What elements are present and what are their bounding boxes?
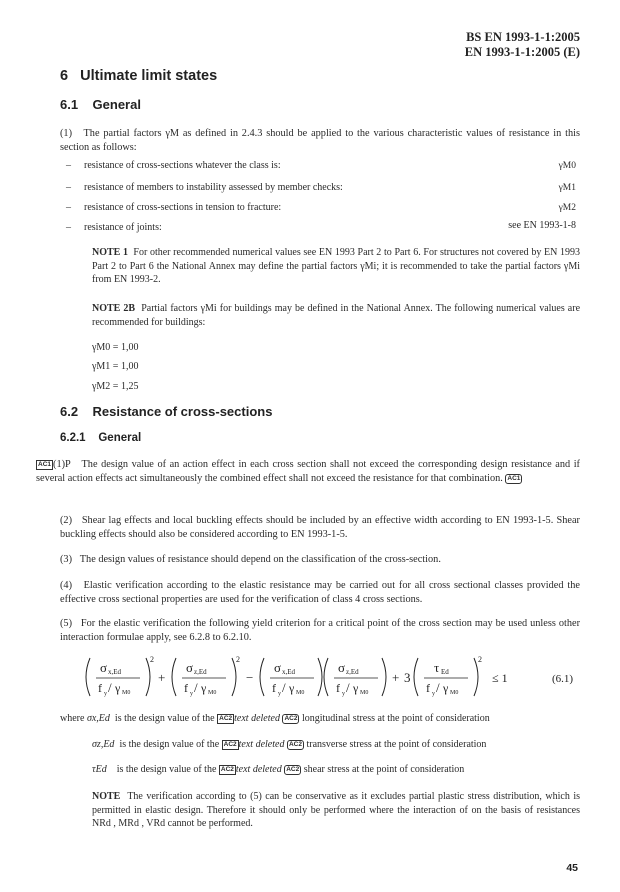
clause-text: The design values of resistance should depend on the classification of the cross-section. (79, 554, 441, 565)
equation-rhs: ≤ 1 (492, 671, 508, 685)
note-verification (92, 790, 580, 831)
list-item: resistance of cross-sections in tension to fracture: (84, 202, 282, 213)
clause-text: The partial factors γM as defined in 2.4.3 should be applied to the various characteristic values of resistance in this section as follows: (60, 128, 580, 153)
svg-text:γ: γ (115, 681, 121, 695)
list-factor: γM1 (558, 183, 576, 193)
note-1 (92, 246, 580, 287)
svg-text:/: / (194, 680, 198, 695)
svg-text:f: f (98, 681, 102, 695)
svg-text:z,Ed: z,Ed (346, 668, 359, 676)
where-lead: where (60, 713, 85, 724)
amendment-close-marker: AC2 (288, 741, 302, 748)
amendment-open-marker: AC2 (223, 741, 237, 748)
note-2b (92, 302, 580, 329)
paragraph-2 (60, 514, 580, 542)
where-symbol: τEd (92, 764, 107, 775)
where-post: longitudinal stress at the point of consideration (301, 713, 490, 724)
equation-6-1 (60, 652, 580, 702)
svg-text:σ: σ (186, 660, 194, 675)
list-item: resistance of cross-sections whatever the class is: (84, 160, 281, 171)
list-dash: – (66, 160, 71, 171)
section-title: General (92, 97, 141, 112)
clause-text: Elastic verification according to the elastic resistance may be carried out for all cross sectional classes provided the effective cross sectional properties are used for the verification of class 4 cross sections. (60, 580, 580, 605)
section-title: General (98, 432, 142, 444)
list-factor: γM2 (558, 203, 576, 213)
clause-text: The design value of an action effect in each cross section shall not exceed the corresponding design resistance and if several action effects act simultaneously the combined effect shall not exceed the resistance for that combination. (36, 459, 580, 484)
svg-text:f: f (336, 681, 340, 695)
paragraph-1 (60, 127, 580, 155)
svg-text:f: f (426, 681, 430, 695)
svg-text:σ: σ (100, 660, 108, 675)
svg-text:σ: σ (338, 660, 346, 675)
where-symbol: σx,Ed (86, 713, 110, 724)
svg-text:f: f (272, 681, 276, 695)
svg-text:−: − (246, 670, 254, 685)
list-item: resistance of joints: (84, 222, 162, 233)
note-text: The verification according to (5) can be conservative as it excludes partial plastic stress distribution, which is permitted in elastic design. Therefore it should only be performed where the interaction of on the basis of resistances NRd , MRd , VRd cannot be performed. (92, 791, 580, 829)
svg-text:2: 2 (150, 655, 154, 664)
standard-bs: BS EN 1993-1-1:2005 (466, 30, 580, 44)
svg-text:2: 2 (478, 655, 482, 664)
deleted-text: text deleted (238, 739, 285, 750)
svg-text:/: / (282, 680, 286, 695)
where-row (92, 738, 580, 752)
svg-text:γ: γ (443, 681, 449, 695)
amendment-open-marker: AC2 (220, 766, 234, 773)
svg-text:M0: M0 (450, 690, 459, 696)
paragraph-3 (60, 553, 580, 567)
value-gm1: γM1 = 1,00 (92, 361, 139, 372)
where-row (60, 712, 580, 726)
amendment-open-marker: AC1 (38, 461, 52, 468)
amendment-close-marker: AC1 (507, 475, 521, 482)
deleted-text: text deleted (235, 764, 282, 775)
clause-label: (1) (60, 128, 73, 139)
where-pre: is the design value of the (119, 739, 220, 750)
section-6-heading (60, 68, 217, 84)
svg-text:z,Ed: z,Ed (194, 668, 207, 676)
svg-text:/: / (108, 680, 112, 695)
equation-number: (6.1) (552, 673, 574, 685)
note-text: For other recommended numerical values see EN 1993 Part 2 to Part 6. For structures not covered by EN 1993 Part 2 to Part 6 the National Annex may define the partial factors γMi; it is recommended to take the partial factors γMi from EN 1993-2. (92, 247, 581, 285)
svg-text:y: y (104, 691, 107, 697)
svg-text:Ed: Ed (441, 668, 449, 676)
where-post: shear stress at the point of consideration (303, 764, 465, 775)
note-label: NOTE 1 (92, 247, 129, 258)
svg-text:f: f (184, 681, 188, 695)
svg-text:M0: M0 (208, 690, 217, 696)
deleted-text: text deleted (234, 713, 280, 724)
clause-label: (4) (60, 580, 73, 591)
page-number: 45 (566, 862, 578, 874)
clause-label: (3) (60, 554, 73, 565)
svg-text:x,Ed: x,Ed (282, 668, 296, 676)
svg-text:γ: γ (201, 681, 207, 695)
standard-en: EN 1993-1-1:2005 (E) (464, 45, 580, 59)
svg-text:y: y (432, 691, 435, 697)
where-post: transverse stress at the point of consideration (306, 739, 487, 750)
standard-id (465, 30, 580, 60)
section-number: 6.2.1 (60, 432, 86, 444)
svg-text:M0: M0 (122, 690, 131, 696)
svg-text:γ: γ (289, 681, 295, 695)
svg-text:γ: γ (353, 681, 359, 695)
note-label: NOTE 2B (92, 303, 136, 314)
value-gm0: γM0 = 1,00 (92, 342, 139, 353)
section-number: 6.1 (60, 97, 79, 112)
where-symbol: σz,Ed (92, 739, 115, 750)
svg-text:x,Ed: x,Ed (108, 668, 122, 676)
list-factor: see EN 1993-1-8 (508, 220, 576, 231)
paragraph-1p (36, 458, 580, 486)
clause-label: (5) (60, 618, 73, 629)
svg-text:2: 2 (236, 655, 240, 664)
section-number: 6 (60, 68, 69, 84)
svg-text:/: / (436, 680, 440, 695)
note-label: NOTE (92, 791, 121, 802)
svg-text:3: 3 (404, 670, 411, 685)
list-item: resistance of members to instability assessed by member checks: (84, 182, 343, 193)
clause-label: (1)P (53, 459, 71, 470)
value-gm2: γM2 = 1,25 (92, 381, 139, 392)
svg-text:y: y (190, 691, 193, 697)
list-factor: γM0 (558, 161, 576, 171)
paragraph-5 (60, 617, 580, 645)
where-pre: is the design value of the (114, 713, 215, 724)
clause-text: For the elastic verification the following yield criterion for a critical point of the cross section may be used unless other interaction formulae apply, see 6.2.8 to 6.2.10. (60, 618, 580, 643)
where-pre: is the design value of the (116, 764, 217, 775)
paragraph-4 (60, 579, 580, 607)
svg-text:M0: M0 (360, 690, 369, 696)
clause-label: (2) (60, 515, 73, 526)
where-row (92, 763, 580, 777)
clause-text: Shear lag effects and local buckling effects should be included by an effective width according to EN 1993-1-5. Shear buckling effects should also be considered according to EN 1993-1-5. (60, 515, 580, 540)
amendment-close-marker: AC2 (284, 715, 298, 722)
section-title: Resistance of cross-sections (92, 404, 273, 419)
section-6-1-heading (60, 97, 141, 112)
svg-text:y: y (278, 691, 281, 697)
list-dash: – (66, 222, 71, 233)
section-title: Ultimate limit states (80, 68, 218, 84)
svg-text:/: / (346, 680, 350, 695)
section-6-2-1-heading (60, 432, 141, 444)
list-dash: – (66, 202, 71, 213)
section-6-2-heading (60, 404, 272, 419)
svg-text:σ: σ (274, 660, 282, 675)
note-text: Partial factors γMi for buildings may be defined in the National Annex. The following numerical values are recommended for buildings: (92, 303, 581, 328)
svg-text:M0: M0 (296, 690, 305, 696)
section-number: 6.2 (60, 404, 79, 419)
list-dash: – (66, 182, 71, 193)
svg-text:+: + (158, 670, 166, 685)
svg-text:y: y (342, 691, 345, 697)
amendment-open-marker: AC2 (219, 715, 233, 722)
amendment-close-marker: AC2 (286, 766, 300, 773)
svg-text:τ: τ (434, 660, 440, 675)
svg-text:+: + (392, 670, 400, 685)
